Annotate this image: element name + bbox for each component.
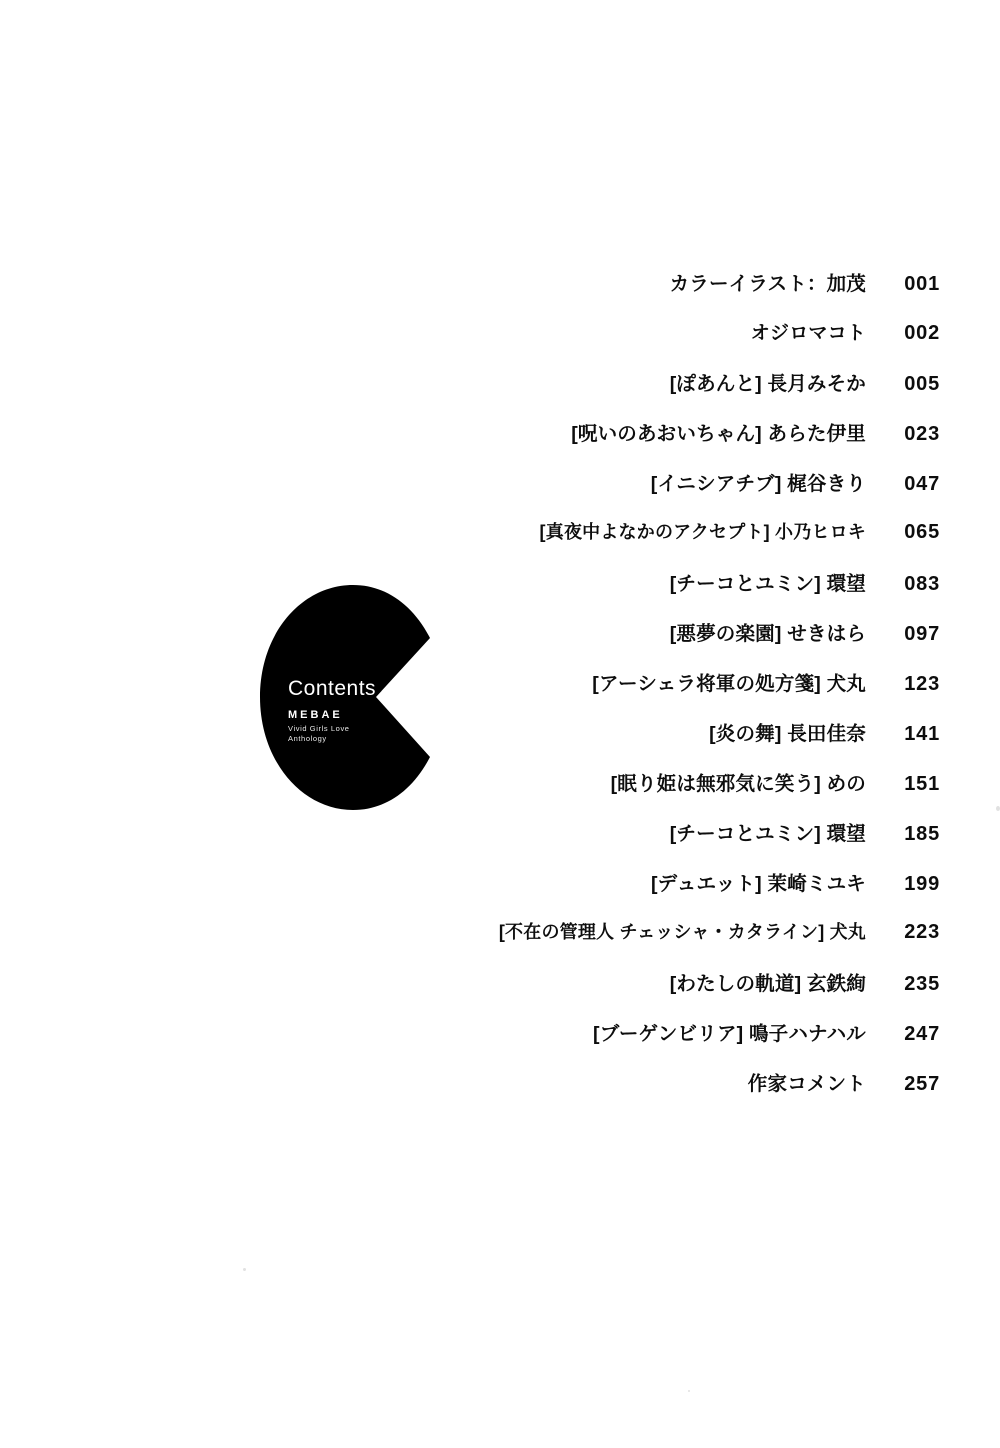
toc-entry-page: 005 xyxy=(904,373,940,395)
toc-row[interactable] xyxy=(470,918,940,968)
paper-speck xyxy=(996,806,1000,811)
toc-row[interactable] xyxy=(470,818,940,868)
toc-entry-title: 作家コメント xyxy=(747,1073,866,1095)
toc-entry-title: [チーコとユミン] 環望 xyxy=(669,573,866,595)
toc-entry-title: [デュエット] 茉崎ミユキ xyxy=(650,873,866,895)
toc-row[interactable] xyxy=(470,1018,940,1068)
toc-entry-title: [イニシアチブ] 梶谷きり xyxy=(650,473,866,495)
toc-entry-page: 223 xyxy=(904,921,940,943)
toc-entry-title: [悪夢の楽園] せきはら xyxy=(669,623,866,645)
toc-row[interactable] xyxy=(470,668,940,718)
paper-speck xyxy=(688,1390,690,1392)
toc-entry-page: 001 xyxy=(904,273,940,295)
toc-entry-title: [眠り姫は無邪気に笑う] めの xyxy=(610,773,866,795)
toc-entry-page: 023 xyxy=(904,423,940,445)
toc-row[interactable] xyxy=(470,768,940,818)
toc-entry-page: 141 xyxy=(904,723,940,745)
toc-entry-page: 199 xyxy=(904,873,940,895)
toc-entry-title: カラーイラスト：加茂 xyxy=(669,273,866,295)
badge-fan-shape xyxy=(258,585,448,810)
toc-entry-page: 235 xyxy=(904,973,940,995)
toc-entry-title: [アーシェラ将軍の処方箋] 犬丸 xyxy=(592,673,866,695)
toc-row[interactable] xyxy=(470,1068,940,1118)
badge-tagline: Vivid Girls Love Anthology xyxy=(288,724,350,744)
toc-entry-page: 185 xyxy=(904,823,940,845)
toc-entry-page: 151 xyxy=(904,773,940,795)
toc-entry-page: 047 xyxy=(904,473,940,495)
toc-entry-title: [呪いのあおいちゃん] あらた伊里 xyxy=(571,423,866,445)
toc-row[interactable] xyxy=(470,318,940,368)
toc-entry-page: 257 xyxy=(904,1073,940,1095)
toc-row[interactable] xyxy=(470,368,940,418)
toc-row[interactable] xyxy=(470,968,940,1018)
toc-entry-title: [チーコとユミン] 環望 xyxy=(669,823,866,845)
toc-row[interactable] xyxy=(470,468,940,518)
contents-badge xyxy=(258,585,448,810)
toc-row[interactable] xyxy=(470,618,940,668)
toc-entry-page: 123 xyxy=(904,673,940,695)
toc-entry-page: 065 xyxy=(904,521,940,543)
toc-entry-title: オジロマコト xyxy=(750,323,866,344)
toc-entry-page: 097 xyxy=(904,623,940,645)
toc-row[interactable] xyxy=(470,268,940,318)
toc-row[interactable] xyxy=(470,718,940,768)
toc-row[interactable] xyxy=(470,518,940,568)
toc-list xyxy=(470,268,940,1118)
toc-entry-title: [炎の舞] 長田佳奈 xyxy=(709,723,866,745)
toc-entry-title: [ブーゲンビリア] 鳴子ハナハル xyxy=(593,1023,866,1045)
toc-entry-title: [真夜中よなかのアクセプト] 小乃ヒロキ xyxy=(539,522,866,542)
toc-row[interactable] xyxy=(470,568,940,618)
toc-entry-page: 247 xyxy=(904,1023,940,1045)
badge-title: Contents xyxy=(288,677,377,700)
toc-entry-title: [不在の管理人 チェッシャ・カタライン] 犬丸 xyxy=(498,922,866,942)
toc-entry-page: 083 xyxy=(904,573,940,595)
toc-entry-page: 002 xyxy=(904,322,940,344)
paper-speck xyxy=(243,1268,246,1271)
badge-brand: MEBAE xyxy=(288,709,343,722)
toc-row[interactable] xyxy=(470,868,940,918)
toc-entry-title: [わたしの軌道] 玄鉄絢 xyxy=(669,973,866,995)
toc-row[interactable] xyxy=(470,418,940,468)
toc-entry-title: [ぽあんと] 長月みそか xyxy=(669,373,866,395)
